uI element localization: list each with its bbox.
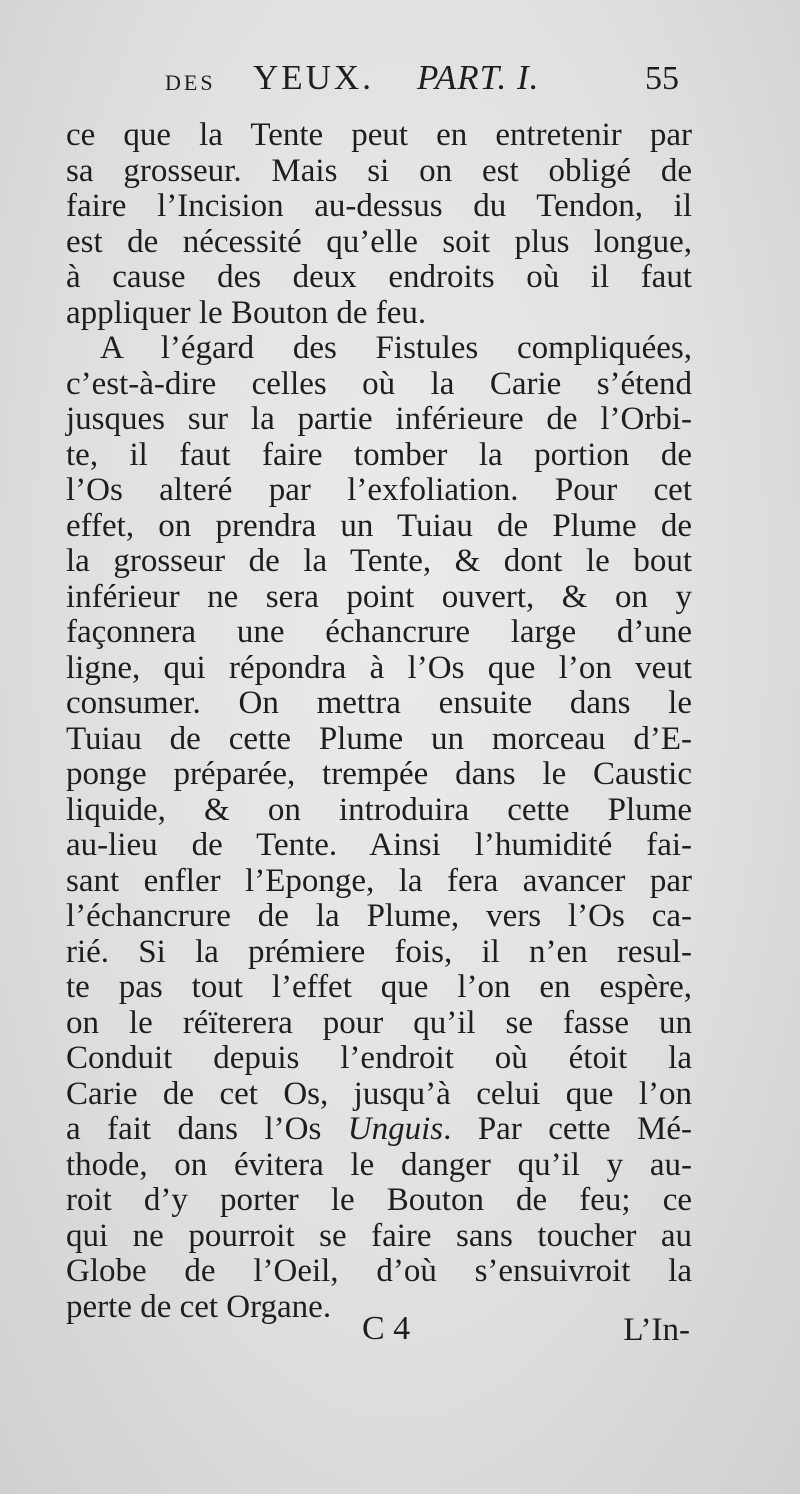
text-line: jusques sur la partie inférieure de l’Orbi- bbox=[66, 401, 692, 437]
text-line: ce que la Tente peut en entretenir par bbox=[66, 117, 692, 153]
text-line: rié. Si la prémiere fois, il n’en resul- bbox=[66, 933, 692, 970]
text-line: est de nécessité qu’elle soit plus longue, bbox=[66, 223, 692, 260]
text-line: te pas tout l’effet que l’on en espère, bbox=[66, 969, 692, 1005]
text-run: a fait dans l’Os bbox=[66, 1111, 348, 1147]
text-line: Conduit depuis l’endroit où étoit la bbox=[66, 1040, 692, 1076]
running-head bbox=[165, 56, 685, 104]
text-line: thode, on évitera le danger qu’il y au- bbox=[66, 1146, 692, 1183]
text-line: à cause des deux endroits où il faut bbox=[66, 259, 692, 295]
body-text bbox=[66, 118, 692, 1325]
text-line: consumer. On mettra ensuite dans le bbox=[66, 685, 692, 721]
running-head-des: DES bbox=[165, 70, 216, 95]
text-line: faire l’Incision au-dessus du Tendon, il bbox=[66, 188, 692, 224]
text-line: sa grosseur. Mais si on est obligé de bbox=[66, 152, 692, 189]
text-line: inférieur ne sera point ouvert, & on y bbox=[66, 578, 692, 615]
text-line: Carie de cet Os, jusqu’à celui que l’on bbox=[66, 1075, 692, 1112]
text-line: l’échancrure de la Plume, vers l’Os ca- bbox=[66, 898, 692, 934]
text-line: façonnera une échancrure large d’une bbox=[66, 614, 692, 650]
text-line: ponge préparée, trempée dans le Caustic bbox=[66, 756, 692, 792]
running-head-part: PART. I. bbox=[417, 58, 540, 97]
text-run: . Par cette Mé- bbox=[443, 1111, 692, 1147]
text-line: la grosseur de la Tente, & dont le bout bbox=[66, 543, 692, 579]
catchword: L’In- bbox=[623, 1312, 690, 1348]
text-line: Globe de l’Oeil, d’où s’ensuivroit la bbox=[66, 1253, 692, 1289]
text-line: liquide, & on introduira cette Plume bbox=[66, 791, 692, 828]
text-line: qui ne pourroit se faire sans toucher au bbox=[66, 1217, 692, 1254]
text-line: perte de cet Organe. bbox=[66, 1288, 332, 1325]
signature-mark: C 4 bbox=[362, 1310, 411, 1347]
text-line: Tuiau de cette Plume un morceau d’E- bbox=[66, 720, 692, 757]
text-line: effet, on prendra un Tuiau de Plume de bbox=[66, 507, 692, 544]
text-line: sant enfler l’Eponge, la fera avancer par bbox=[66, 862, 692, 899]
running-head-title: YEUX. bbox=[253, 58, 374, 97]
text-line: l’Os alteré par l’exfoliation. Pour cet bbox=[66, 472, 692, 508]
page-number: 55 bbox=[645, 60, 679, 97]
text-line: A l’égard des Fistules compliquées, bbox=[100, 330, 692, 366]
text-line: c’est-à-dire celles où la Carie s’étend bbox=[66, 365, 692, 402]
text-line: au-lieu de Tente. Ainsi l’humidité fai- bbox=[66, 827, 692, 863]
text-line: on le réïterera pour qu’il se fasse un bbox=[66, 1004, 692, 1041]
italic-term: Unguis bbox=[347, 1111, 444, 1147]
text-line: appliquer le Bouton de feu. bbox=[66, 294, 427, 331]
text-line: roit d’y porter le Bouton de feu; ce bbox=[66, 1182, 692, 1218]
text-line: ligne, qui répondra à l’Os que l’on veut bbox=[66, 649, 692, 686]
text-line bbox=[66, 1112, 692, 1148]
text-line: te, il faut faire tomber la portion de bbox=[66, 436, 692, 473]
page-footer bbox=[0, 1310, 800, 1360]
